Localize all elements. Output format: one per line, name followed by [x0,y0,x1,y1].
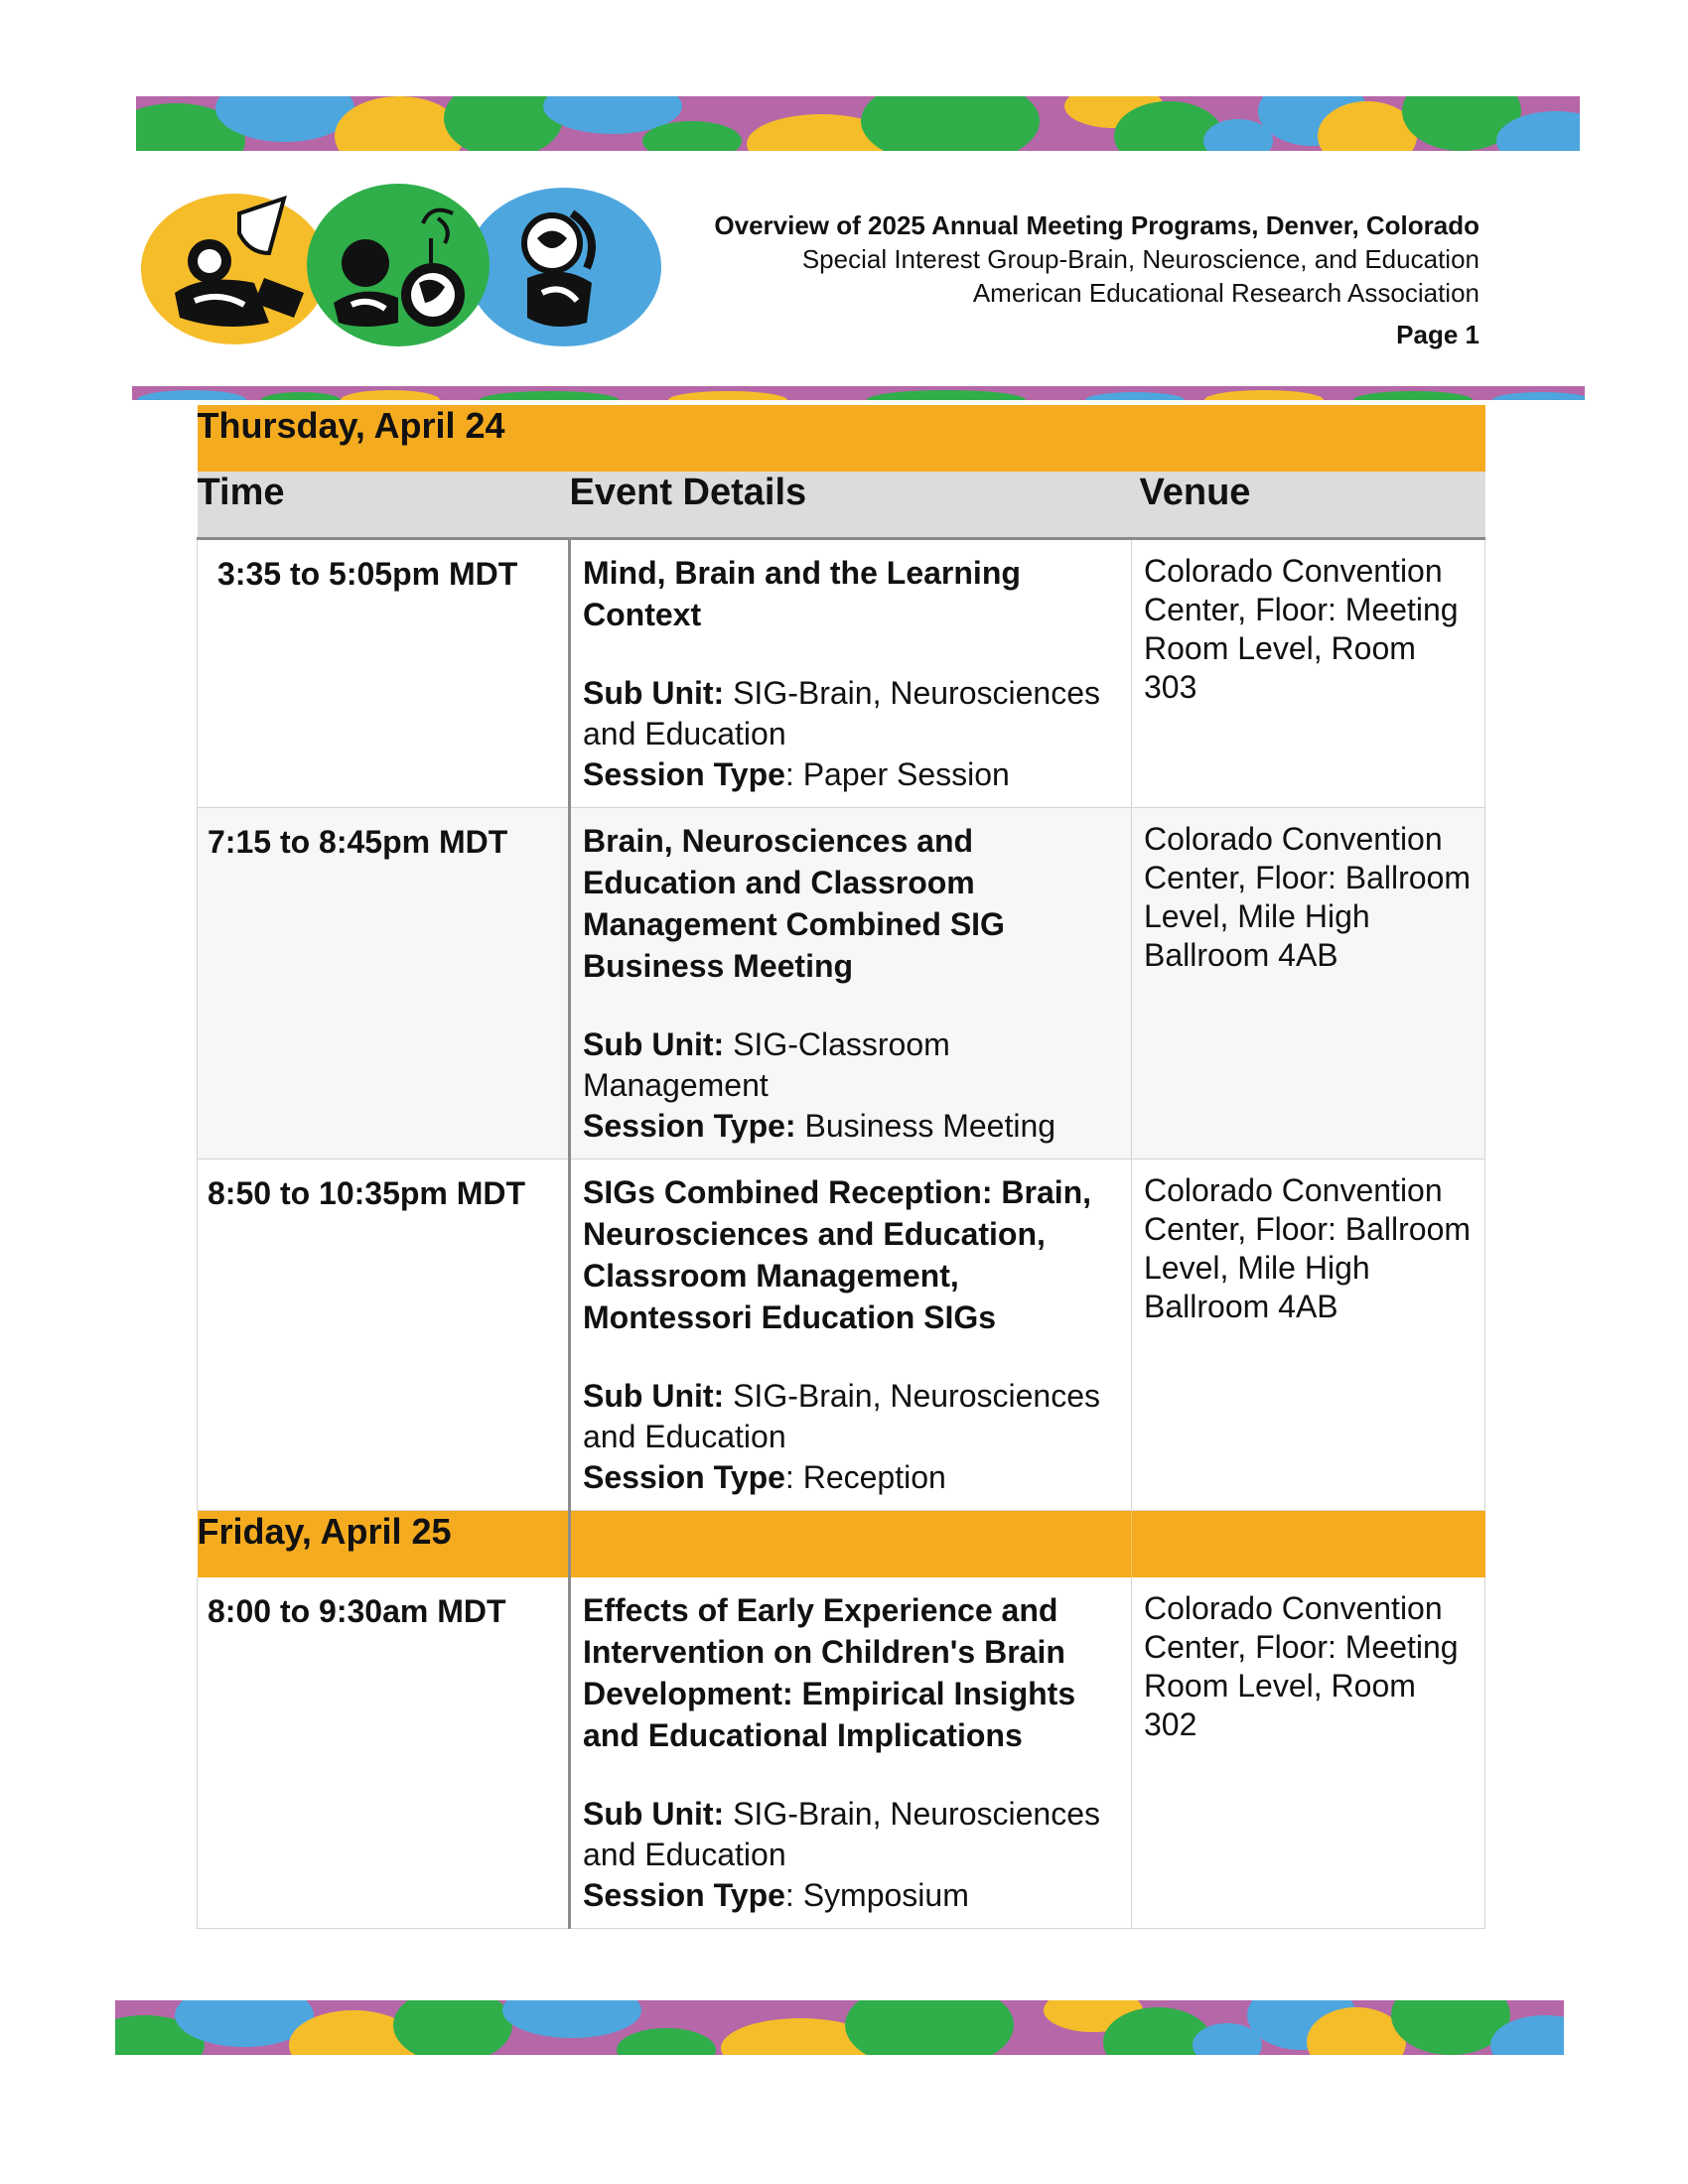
session-type-label: Session Type [583,1458,785,1495]
table-row [198,1577,1485,1929]
column-header-event: Event Details [570,472,1132,538]
session-title: SIGs Combined Reception: Brain, Neurosciences and Education, Classroom Management, Montessori Education SIGs [583,1173,1092,1335]
sub-unit-value: SIG-Classroom Management [583,1025,950,1103]
document-header [635,208,1479,351]
session-time: 8:50 to 10:35pm MDT [208,1174,526,1211]
sub-unit-label: Sub Unit: [583,1377,725,1414]
session-title: Mind, Brain and the Learning Context [583,554,1021,632]
organization-name: American Educational Research Association [972,278,1479,308]
column-header-time: Time [198,472,570,538]
table-row [198,807,1485,1159]
session-title: Brain, Neurosciences and Education and Classroom Management Combined SIG Business Meeting [583,822,1005,984]
sub-unit-label: Sub Unit: [583,1025,725,1062]
sub-unit-label: Sub Unit: [583,674,725,711]
day-label: Thursday, April 24 [198,405,1485,472]
table-row [198,538,1485,807]
schedule-table [197,405,1485,1929]
session-type-label: Session Type [583,1876,785,1913]
decorative-band-top [136,96,1580,151]
sig-logo [135,184,666,350]
table-row [198,1159,1485,1510]
sub-unit-value: SIG-Brain, Neurosciences and Education [583,1795,1100,1872]
document-subtitle: Special Interest Group-Brain, Neuroscience, and Education [801,244,1479,274]
session-type-value: : Symposium [784,1876,969,1913]
sub-unit-value: SIG-Brain, Neurosciences and Education [583,674,1100,751]
session-type-value: : Reception [784,1458,946,1495]
session-type-label: Session Type: [583,1107,796,1144]
day-row-thursday [198,405,1485,472]
sub-unit-value: SIG-Brain, Neurosciences and Education [583,1377,1100,1454]
decorative-band-bottom [115,2000,1564,2055]
session-time: 3:35 to 5:05pm MDT [217,555,518,592]
day-row-friday [198,1510,1485,1577]
page-number: Page 1 [1396,320,1479,349]
session-time: 8:00 to 9:30am MDT [208,1592,506,1629]
session-venue: Colorado Convention Center, Floor: Ballroom Level, Mile High Ballroom 4AB [1144,820,1472,973]
session-venue: Colorado Convention Center, Floor: Meeting Room Level, Room 302 [1144,1589,1459,1742]
session-type-value: Business Meeting [804,1107,1056,1144]
table-header-row [198,472,1485,538]
session-type-value: : Paper Session [784,755,1010,792]
sub-unit-label: Sub Unit: [583,1795,725,1832]
document-title: Overview of 2025 Annual Meeting Programs, Denver, Colorado [714,210,1479,240]
session-venue: Colorado Convention Center, Floor: Ballroom Level, Mile High Ballroom 4AB [1144,1171,1472,1324]
decorative-band-divider [132,386,1585,400]
session-type-label: Session Type [583,755,785,792]
session-title: Effects of Early Experience and Intervention on Children's Brain Development: Empirical Insights and Educational Implications [583,1591,1076,1753]
session-venue: Colorado Convention Center, Floor: Meeting Room Level, Room 303 [1144,552,1459,705]
column-header-venue: Venue [1132,472,1485,538]
day-label: Friday, April 25 [198,1510,570,1577]
session-time: 7:15 to 8:45pm MDT [208,823,508,860]
